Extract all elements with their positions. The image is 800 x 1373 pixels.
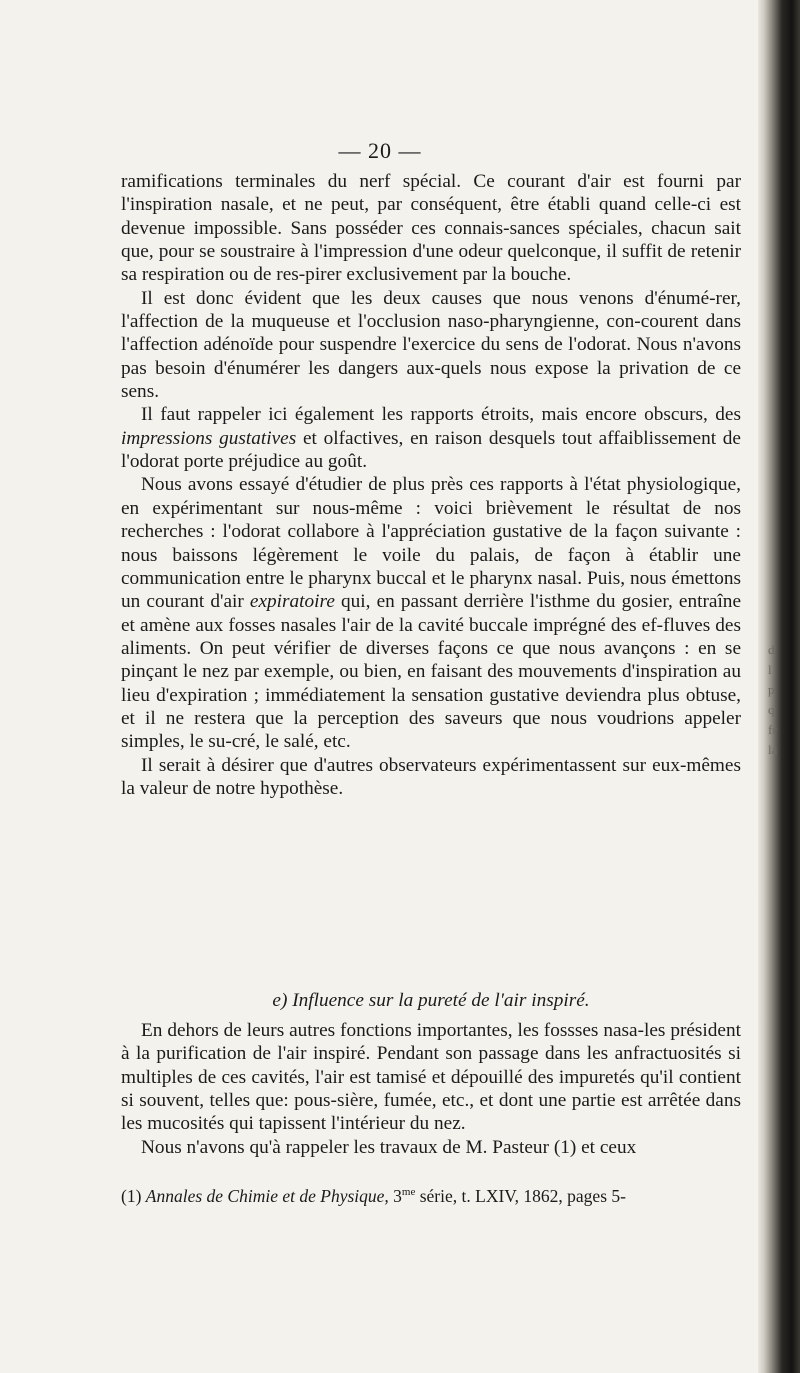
footnote-serie-sup: me bbox=[401, 1186, 416, 1199]
footnote-marker: (1) bbox=[121, 1186, 142, 1206]
paragraph bbox=[121, 403, 741, 473]
paragraph bbox=[121, 473, 741, 753]
body-text-lower bbox=[121, 1019, 741, 1159]
paragraph: Nous n'avons qu'à rappeler les travaux de M. Pasteur (1) et ceux bbox=[141, 1136, 637, 1158]
footnote-rest: série, t. LXIV, 1862, pages 5- bbox=[415, 1186, 626, 1206]
paragraph: Il est donc évident que les deux causes que nous venons d'énumé-rer, l'affection de la muqueuse et l'occlusion naso-pharyngienne, con-courent dans l'affection adénoïde pour suspendre l'exercice du sens de l'odorat. Nous n'avons pas besoin d'énumérer les dangers aux-quels nous expose la privation de ce sens. bbox=[121, 287, 741, 403]
paragraph: En dehors de leurs autres fonctions importantes, les fossses nasa-les président à la purification de l'air inspiré. Pendant son passage dans les anfractuosités si multiples de ces cavités, l'air est tamisé et dépouillé des impuretés qu'il contient si souvent, telles que: pous-sière, fumée, etc., et dont une partie est arrêtée dans les mucosités qui tapissent l'intérieur du nez. bbox=[121, 1020, 741, 1135]
page-number: — 20 — bbox=[338, 138, 422, 163]
gutter-fragment: p bbox=[768, 682, 775, 697]
gutter-fragment: d bbox=[768, 642, 775, 657]
paragraph-continuation: ramifications terminales du nerf spécial. Ce courant d'air est fourni par l'inspiration nasale, et ne peut, par conséquent, être établi quand celle-ci est devenue impossible. Sans posséder ces connais-sances spéciales, chacun sait que, pour se soustraire à l'impression d'une odeur quelconque, il suffit de retenir sa respiration ou de res-pirer exclusivement par la bouche. bbox=[121, 171, 741, 286]
text: et olfactives, en raison desquels tout affaiblissement de l'odorat porte préjudice au goût. bbox=[121, 427, 741, 473]
text: qui, en passant derrière l'isthme du gosier, entraîne et amène aux fosses nasales l'air de la cavité buccale imprégné des ef-fluves des aliments. On peut vérifier de diverses façons ce que nous avançons : en se pinçant le nez par exemple, ou bien, en faisant des mouvements d'inspiration au lieu d'expiration ; immédiatement la sensation gustative deviendra plus obtuse, et il ne restera que la perception des saveurs que nous voudrions appeler simples, le su-cré, le salé, etc. bbox=[121, 591, 741, 753]
text: Il faut rappeler ici également les rapports étroits, mais encore obscurs, des bbox=[141, 404, 741, 426]
gutter-fragment: la bbox=[768, 742, 778, 757]
italic-term: expiratoire bbox=[249, 591, 335, 613]
gutter-fragment: fr bbox=[768, 722, 777, 737]
text: Nous avons essayé d'étudier de plus près ces rapports à l'état physiologique, en expérimentant sur nous-même : voici brièvement le résultat de nos recherches : l'odorat collabore à l'appréciation gustative de la façon suivante : nous baissons légèrement le voile du palais, de façon à établir une communication entre le pharynx buccal et le pharynx nasal. Puis, nous émettons un courant d'air bbox=[121, 474, 741, 613]
body-text-upper bbox=[121, 170, 741, 800]
italic-term: impressions gustatives bbox=[121, 427, 297, 449]
section-heading: e) Influence sur la pureté de l'air inspiré. bbox=[272, 990, 590, 1011]
gutter-text-fragments bbox=[768, 640, 798, 760]
gutter-fragment: l bbox=[768, 662, 772, 677]
gutter-fragment: q bbox=[768, 702, 775, 717]
footnote-serie-number: 3 bbox=[393, 1186, 402, 1206]
footnote-journal: Annales de Chimie et de Physique, bbox=[145, 1186, 389, 1206]
paragraph: Il serait à désirer que d'autres observateurs expérimentassent sur eux-mêmes la valeur de notre hypothèse. bbox=[121, 754, 741, 799]
footnote bbox=[121, 1186, 741, 1207]
